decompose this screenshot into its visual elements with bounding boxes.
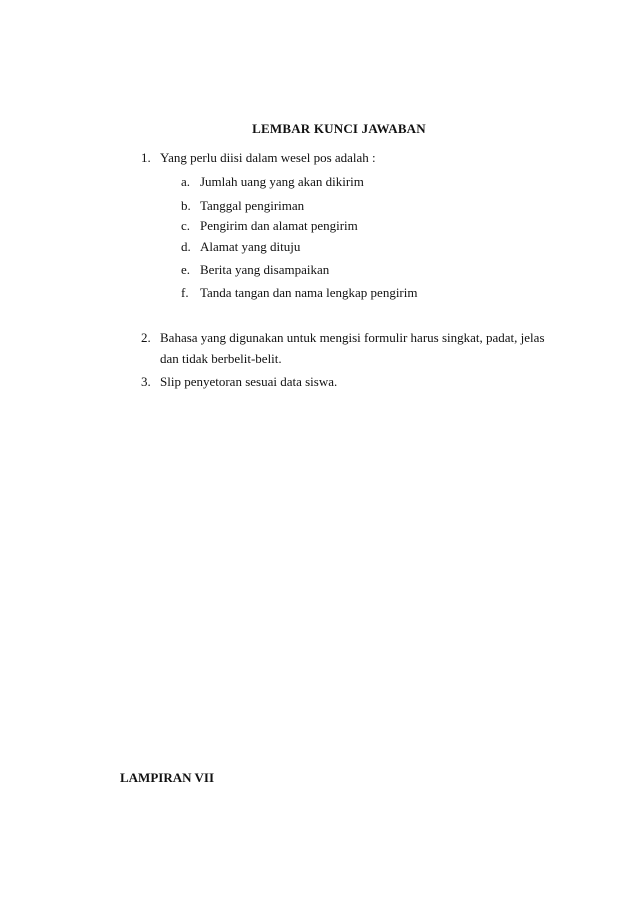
sub-list-item-letter: b.: [181, 198, 191, 213]
sub-list-item-text: Tanda tangan dan nama lengkap pengirim: [200, 285, 418, 300]
list-item-text: dan tidak berbelit-belit.: [160, 351, 282, 366]
list-item-number: 3.: [141, 374, 151, 389]
sub-list-item-letter: d.: [181, 239, 191, 254]
list-item-number: 2.: [141, 330, 151, 345]
sub-list-item-letter: f.: [181, 285, 189, 300]
sub-list-item-text: Berita yang disampaikan: [200, 262, 330, 277]
sub-list-item-text: Pengirim dan alamat pengirim: [200, 218, 358, 233]
list-item-text: Slip penyetoran sesuai data siswa.: [160, 374, 338, 389]
page-title: LEMBAR KUNCI JAWABAN: [252, 121, 426, 136]
list-item-number: 1.: [141, 150, 151, 165]
list-item-text: Bahasa yang digunakan untuk mengisi formulir harus singkat, padat, jelas: [160, 330, 545, 345]
sub-list-item-text: Jumlah uang yang akan dikirim: [200, 174, 364, 189]
sub-list-item-letter: c.: [181, 218, 191, 233]
appendix-heading: LAMPIRAN VII: [120, 770, 215, 785]
sub-list-item-text: Alamat yang dituju: [200, 239, 301, 254]
sub-list-item-letter: a.: [181, 174, 191, 189]
sub-list-item-letter: e.: [181, 262, 191, 277]
list-item-text: Yang perlu diisi dalam wesel pos adalah :: [160, 150, 376, 165]
sub-list-item-text: Tanggal pengiriman: [200, 198, 305, 213]
